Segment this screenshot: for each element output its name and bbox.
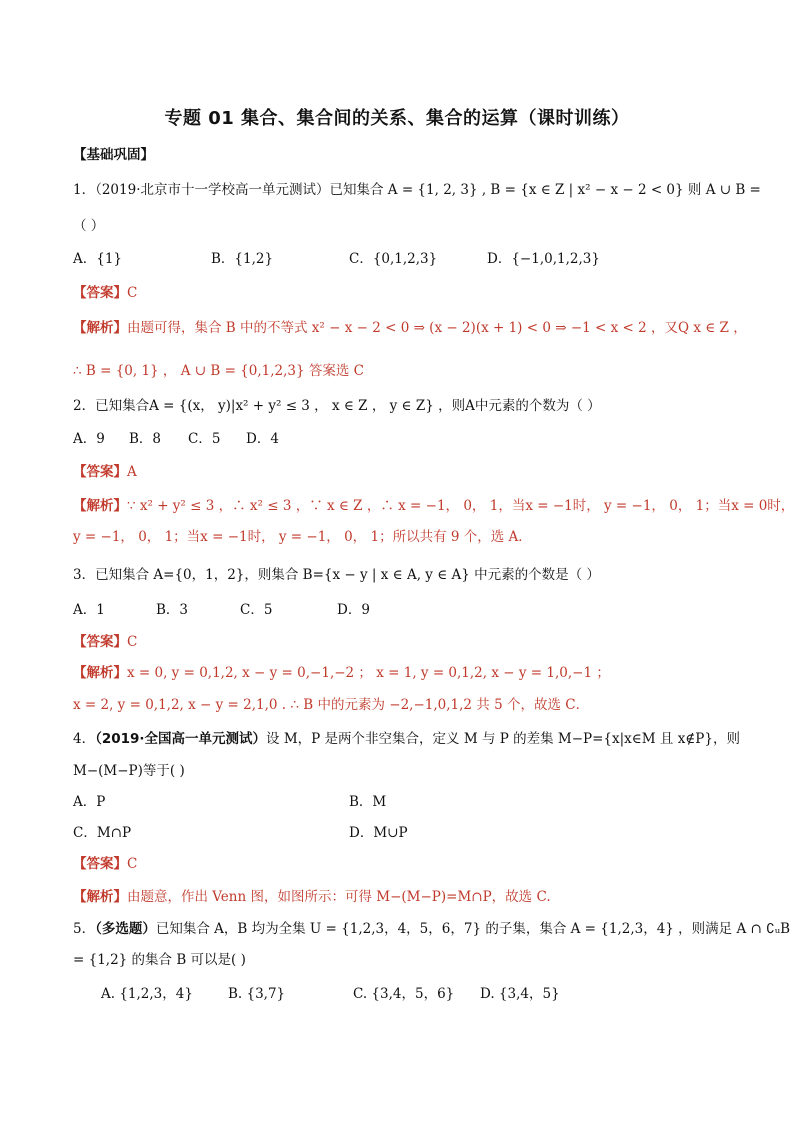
q2-option-c: C．5: [188, 431, 221, 447]
q4-option-a: A．P: [73, 794, 106, 810]
answer-value: A: [127, 464, 137, 480]
q1-option-c: C．{0,1,2,3}: [349, 251, 438, 267]
q2-analysis-line-1: [73, 497, 794, 515]
question-number: 2．: [73, 398, 96, 414]
analysis-text: 由题可得，集合 B 中的不等式 x² − x − 2 < 0 ⇒ (x − 2)(x + 1) < 0 ⇒ −1 < x < 2 ，又Q x ∈ Z ，: [127, 320, 747, 336]
question-1-blank: （ ）: [73, 218, 105, 234]
question-number: 1．: [73, 182, 96, 198]
answer-label: 【答案】: [73, 285, 127, 301]
q1-answer: [73, 284, 137, 302]
q4-option-c: C．M∩P: [73, 825, 132, 841]
analysis-text: ∵ x² + y² ≤ 3 ，∴ x² ≤ 3 ，∵ x ∈ Z ，∴ x = −1， 0， 1，当x = −1时， y = −1， 0， 1；当x = 0时，: [127, 498, 794, 514]
q3-option-d: D．9: [337, 602, 370, 618]
q2-option-a: A．9: [73, 431, 105, 447]
q3-option-a: A．1: [73, 602, 105, 618]
q3-option-c: C．5: [240, 602, 273, 618]
question-1: [73, 181, 761, 199]
answer-label: 【答案】: [73, 634, 127, 650]
q1-analysis-line-2: ∴ B = {0, 1} ， A ∪ B = {0,1,2,3} 答案选 C: [73, 363, 364, 379]
q5-option-a: A. {1,2,3，4}: [101, 986, 193, 1002]
question-tag: （多选题）: [95, 921, 156, 937]
answer-value: C: [127, 285, 138, 301]
q1-option-a: A．{1}: [73, 251, 123, 267]
question-text: 设 M，P 是两个非空集合，定义 M 与 P 的差集 M−P={x|x∈M 且 x∉P}，则: [266, 731, 740, 747]
analysis-label: 【解析】: [73, 889, 127, 905]
question-text: 已知集合 A = {1, 2, 3} , B = {x ∈ Z | x² − x − 2 < 0} 则 A ∪ B =: [329, 182, 761, 198]
q2-answer: [73, 463, 137, 481]
q1-analysis-line-1: [73, 319, 747, 337]
q3-analysis-line-1: [73, 664, 610, 682]
analysis-text: 由题意，作出 Venn 图，如图所示：可得 M−(M−P)=M∩P，故选 C.: [127, 889, 551, 905]
question-4: [73, 730, 740, 748]
question-text: 已知集合 A，B 均为全集 U = {1,2,3，4，5，6，7} 的子集，集合 A = {1,2,3，4} ，则满足 A ∩ ∁ᵤB: [155, 921, 791, 937]
question-text: 已知集合A = {(x， y)|x² + y² ≤ 3 ， x ∈ Z ， y ∈ Z} ，则A中元素的个数为（ ）: [95, 398, 601, 414]
answer-label: 【答案】: [73, 856, 127, 872]
q1-option-b: B．{1,2}: [211, 251, 274, 267]
question-source: （2019·北京市十一学校高一单元测试）: [95, 182, 330, 198]
question-number: 4．: [73, 731, 96, 747]
analysis-label: 【解析】: [73, 665, 127, 681]
question-4-line-2: M−(M−P)等于( ): [73, 763, 185, 779]
q2-analysis-line-2: y = −1， 0， 1；当x = −1时， y = −1， 0， 1；所以共有 9 个，选 A．: [73, 529, 532, 545]
analysis-label: 【解析】: [73, 320, 127, 336]
analysis-label: 【解析】: [73, 498, 127, 514]
question-5-line-2: = {1,2} 的集合 B 可以是( ): [73, 952, 246, 968]
q1-option-d: D．{−1,0,1,2,3}: [487, 251, 600, 267]
q3-answer: [73, 633, 137, 651]
q2-option-b: B．8: [129, 431, 162, 447]
question-number: 5．: [73, 921, 96, 937]
analysis-text: x = 0, y = 0,1,2, x − y = 0,−1,−2 ； x = 1, y = 0,1,2, x − y = 1,0,−1 ；: [127, 665, 610, 681]
question-3: [73, 566, 600, 584]
question-text: 已知集合 A={0，1，2}，则集合 B={x − y | x ∈ A, y ∈ A} 中元素的个数是（ ）: [95, 567, 600, 583]
answer-value: C: [127, 856, 138, 872]
q4-answer: [73, 855, 137, 873]
q2-option-d: D．4: [246, 431, 279, 447]
q3-analysis-line-2: x = 2, y = 0,1,2, x − y = 2,1,0 . ∴ B 中的元素为 −2,−1,0,1,2 共 5 个，故选 C．: [73, 697, 590, 713]
q4-option-b: B．M: [349, 794, 387, 810]
q5-option-b: B. {3,7}: [228, 986, 286, 1002]
question-number: 3．: [73, 567, 96, 583]
question-2: [73, 397, 601, 415]
q5-option-c: C. {3,4，5，6}: [353, 986, 455, 1002]
answer-value: C: [127, 634, 138, 650]
answer-label: 【答案】: [73, 464, 127, 480]
q3-option-b: B．3: [156, 602, 189, 618]
section-heading: 【基础巩固】: [73, 147, 154, 163]
question-5: [73, 920, 790, 938]
question-source: （2019·全国高一单元测试）: [95, 731, 267, 747]
page-title: 专题 01 集合、集合间的关系、集合的运算（课时训练）: [164, 108, 630, 129]
q5-option-d: D. {3,4，5}: [480, 986, 560, 1002]
q4-option-d: D．M∪P: [349, 825, 408, 841]
q4-analysis: [73, 888, 551, 906]
